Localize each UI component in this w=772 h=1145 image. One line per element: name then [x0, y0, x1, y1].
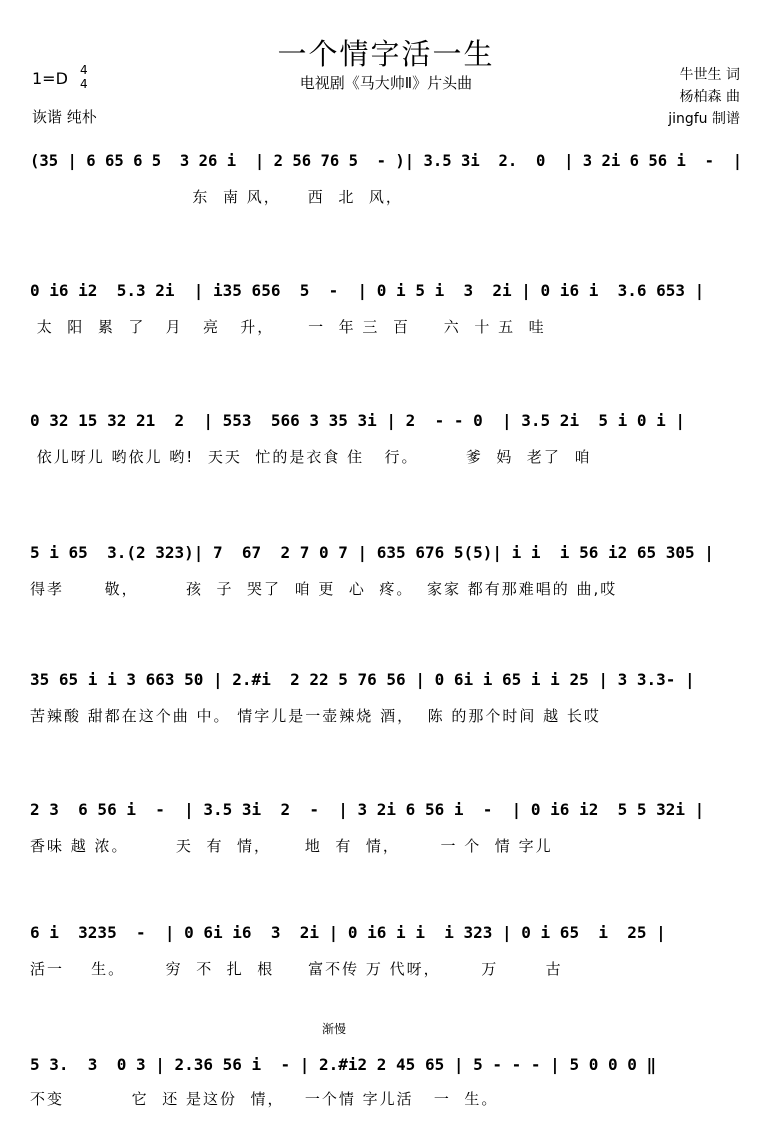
lyrics-row-7: 活一 生。 穷 不 扎 根 富不传 万 代呀， 万 古 [30, 960, 563, 978]
key-signature: 1=D [32, 69, 68, 88]
lyrics-row-3: 依儿呀儿 哟依儿 哟! 天天 忙的是衣食 住 行。 爹 妈 老了 咱 [30, 448, 592, 466]
lyrics-row-5: 苦辣酸 甜都在这个曲 中。 情字儿是一壶辣烧 酒， 陈 的那个时间 越 长哎 [30, 707, 601, 725]
notation-text: 2 3 6 56 i - | 3.5 3i 2 - | 3 2i 6 56 i - | 0 i6 i2 5 5 32i | [30, 800, 705, 819]
lyrics-row-2: 太 阳 累 了 月 亮 升， 一 年 三 百 六 十 五 哇 [30, 318, 546, 336]
lyricist-credit: 牛世生 词 [679, 67, 740, 83]
notation-row-1 [30, 146, 742, 178]
notation-text: 35 65 i i 3 663 50 | 2.#i 2 22 5 76 56 | 0 6i i 65 i i 25 | 3 3.3- | [30, 670, 695, 689]
notation-text: 0 32 15 32 21 2 | 553 566 3 35 3i | 2 - - 0 | 3.5 2i 5 i 0 i | [30, 411, 686, 430]
lyrics-row-4: 得孝 敬， 孩 子 哭了 咱 更 心 疼。 家家 都有那难唱的 曲,哎 [30, 580, 618, 598]
time-signature-bottom: 4 [80, 77, 88, 91]
tempo-marking: 诙谐 纯朴 [32, 108, 97, 126]
notation-text: 5 i 65 3.(2 323)| 7 67 2 7 0 7 | 635 676 5(5)| i i i 56 i2 65 305 | [30, 543, 714, 562]
lyrics-row-6: 香味 越 浓。 天 有 情， 地 有 情， 一 个 情 字儿 [30, 837, 553, 855]
song-title: 一个情字活一生 [277, 37, 495, 71]
composer-credit: 杨柏森 曲 [679, 89, 740, 105]
notation-text: (35 | 6 65 6 5 3 26 i | 2 56 76 5 - )| 3.5 3i 2. 0 | 3 2i 6 56 i - | [30, 151, 743, 170]
notation-row-3 [30, 406, 742, 438]
notation-row-7 [30, 918, 742, 950]
time-signature-top: 4 [80, 63, 88, 77]
notation-text: 0 i6 i2 5.3 2i | i35 656 5 - | 0 i 5 i 3 2i | 0 i6 i 3.6 653 | [30, 281, 705, 300]
notation-text: 6 i 3235 - | 0 6i i6 3 2i | 0 i6 i i i 323 | 0 i 65 i 25 | [30, 923, 666, 942]
ritardando-marking: 渐慢 [322, 1022, 347, 1036]
notation-row-2 [30, 276, 742, 308]
lyrics-row-8: 不变 它 还 是这份 情， 一个情 字儿活 一 生。 [30, 1090, 499, 1108]
notation-row-4 [30, 538, 742, 570]
lyrics-row-1: 东 南 风， 西 北 风， [30, 188, 403, 206]
notation-row-6 [30, 795, 742, 827]
arranger-credit: jingfu 制谱 [668, 111, 740, 127]
notation-text: 5 3. 3 0 3 | 2.36 56 i - | 2.#i2 2 45 65 | 5 - - - | 5 0 0 0 ‖ [30, 1055, 657, 1074]
song-subtitle: 电视剧《马大帅Ⅱ》片头曲 [299, 74, 473, 92]
notation-row-5 [30, 665, 742, 697]
notation-row-8 [30, 1050, 742, 1082]
time-signature [80, 63, 88, 91]
